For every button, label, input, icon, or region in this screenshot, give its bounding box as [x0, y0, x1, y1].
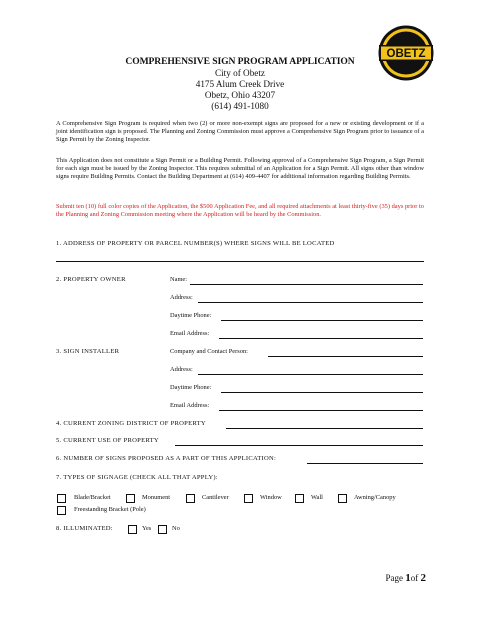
- zoning-district-field[interactable]: [226, 428, 423, 429]
- monument-checkbox[interactable]: [126, 494, 135, 503]
- freestanding-bracket-checkbox[interactable]: [57, 506, 66, 515]
- illuminated-no-label: No: [172, 525, 180, 532]
- wall-checkbox[interactable]: [295, 494, 304, 503]
- logo-text: OBETZ: [386, 48, 426, 60]
- blade-bracket-label: Blade/Bracket: [74, 494, 111, 501]
- installer-address-field[interactable]: [198, 374, 423, 375]
- current-use-field[interactable]: [175, 445, 423, 446]
- submittal-paragraph: Submit ten (10) full color copies of the Application, the $500 Application Fee, and all required attachments at least thirty-five (35) days prior to the Planning and Zoning Commission meeting where the Application will be heard by the Commission.: [56, 203, 424, 218]
- form-title: COMPREHENSIVE SIGN PROGRAM APPLICATION: [125, 56, 355, 67]
- owner-phone-label: Daytime Phone:: [170, 312, 212, 319]
- question-5-label: 5. CURRENT USE OF PROPERTY: [56, 437, 159, 444]
- awning-canopy-label: Awning/Canopy: [354, 494, 396, 501]
- owner-name-field[interactable]: [190, 284, 423, 285]
- question-8-label: 8. ILLUMINATED:: [56, 525, 113, 532]
- question-6-label: 6. NUMBER OF SIGNS PROPOSED AS A PART OF THIS APPLICATION:: [56, 455, 277, 462]
- city-name: City of Obetz: [214, 68, 265, 78]
- owner-address-label: Address:: [170, 294, 193, 301]
- installer-address-label: Address:: [170, 366, 193, 373]
- installer-phone-label: Daytime Phone:: [170, 384, 212, 391]
- page-word: Page: [385, 573, 403, 583]
- illuminated-yes-label: Yes: [142, 525, 152, 532]
- owner-address-field[interactable]: [198, 302, 423, 303]
- monument-label: Monument: [142, 494, 171, 501]
- obetz-seal-icon: [378, 25, 434, 81]
- city-state-zip: Obetz, Ohio 43207: [204, 90, 276, 100]
- permit-paragraph: This Application does not constitute a Sign Permit or a Building Permit. Following approval of a Comprehensive Sign Program, a Sign Permit for each sign must be issued by the Zoning Inspector. This requires submittal of an Application for a Sign Permit. All signs other than window signs require Building Permits. Contact the Building Department at (614) 409-4407 for additional information regarding Building Permits.: [56, 157, 424, 180]
- page-total: 2: [420, 572, 426, 584]
- question-1-label: 1. ADDRESS OF PROPERTY OR PARCEL NUMBER(S) WHERE SIGNS WILL BE LOCATED: [56, 240, 335, 247]
- question-2-label: 2. PROPERTY OWNER: [56, 276, 126, 283]
- illuminated-yes-checkbox[interactable]: [128, 525, 137, 534]
- question-3-label: 3. SIGN INSTALLER: [56, 348, 120, 355]
- awning-canopy-checkbox[interactable]: [338, 494, 347, 503]
- window-label: Window: [260, 494, 282, 501]
- cantilever-label: Cantilever: [202, 494, 229, 501]
- city-phone: (614) 491-1080: [211, 101, 269, 111]
- wall-label: Wall: [311, 494, 323, 501]
- owner-email-field[interactable]: [219, 338, 423, 339]
- property-address-field[interactable]: [56, 261, 424, 262]
- page-number: [386, 572, 427, 584]
- obetz-logo: [378, 25, 434, 81]
- blade-bracket-checkbox[interactable]: [57, 494, 66, 503]
- page-current: 1: [405, 572, 411, 584]
- intro-paragraph: A Comprehensive Sign Program is required when two (2) or more non-exempt signs are proposed for a new or existing development or if a joint identification sign is proposed. The Planning and Zoning Commission must approve a Comprehensive Sign Program prior to issuance of a Sign Permit by the Zoning Inspector.: [56, 120, 424, 143]
- window-checkbox[interactable]: [244, 494, 253, 503]
- page-of-word: of: [410, 573, 419, 583]
- question-7-label: 7. TYPES OF SIGNAGE (CHECK ALL THAT APPLY):: [56, 474, 218, 481]
- installer-company-field[interactable]: [268, 356, 423, 357]
- freestanding-bracket-label: Freestanding Bracket (Pole): [74, 506, 146, 513]
- owner-name-label: Name:: [170, 276, 188, 283]
- installer-phone-field[interactable]: [221, 392, 423, 393]
- illuminated-no-checkbox[interactable]: [158, 525, 167, 534]
- installer-email-label: Email Address:: [170, 402, 210, 409]
- owner-phone-field[interactable]: [221, 320, 423, 321]
- cantilever-checkbox[interactable]: [186, 494, 195, 503]
- street-address: 4175 Alum Creek Drive: [195, 79, 285, 89]
- owner-email-label: Email Address:: [170, 330, 210, 337]
- installer-company-label: Company and Contact Person:: [170, 348, 248, 355]
- question-4-label: 4. CURRENT ZONING DISTRICT OF PROPERTY: [56, 420, 206, 427]
- installer-email-field[interactable]: [219, 410, 423, 411]
- number-of-signs-field[interactable]: [307, 463, 423, 464]
